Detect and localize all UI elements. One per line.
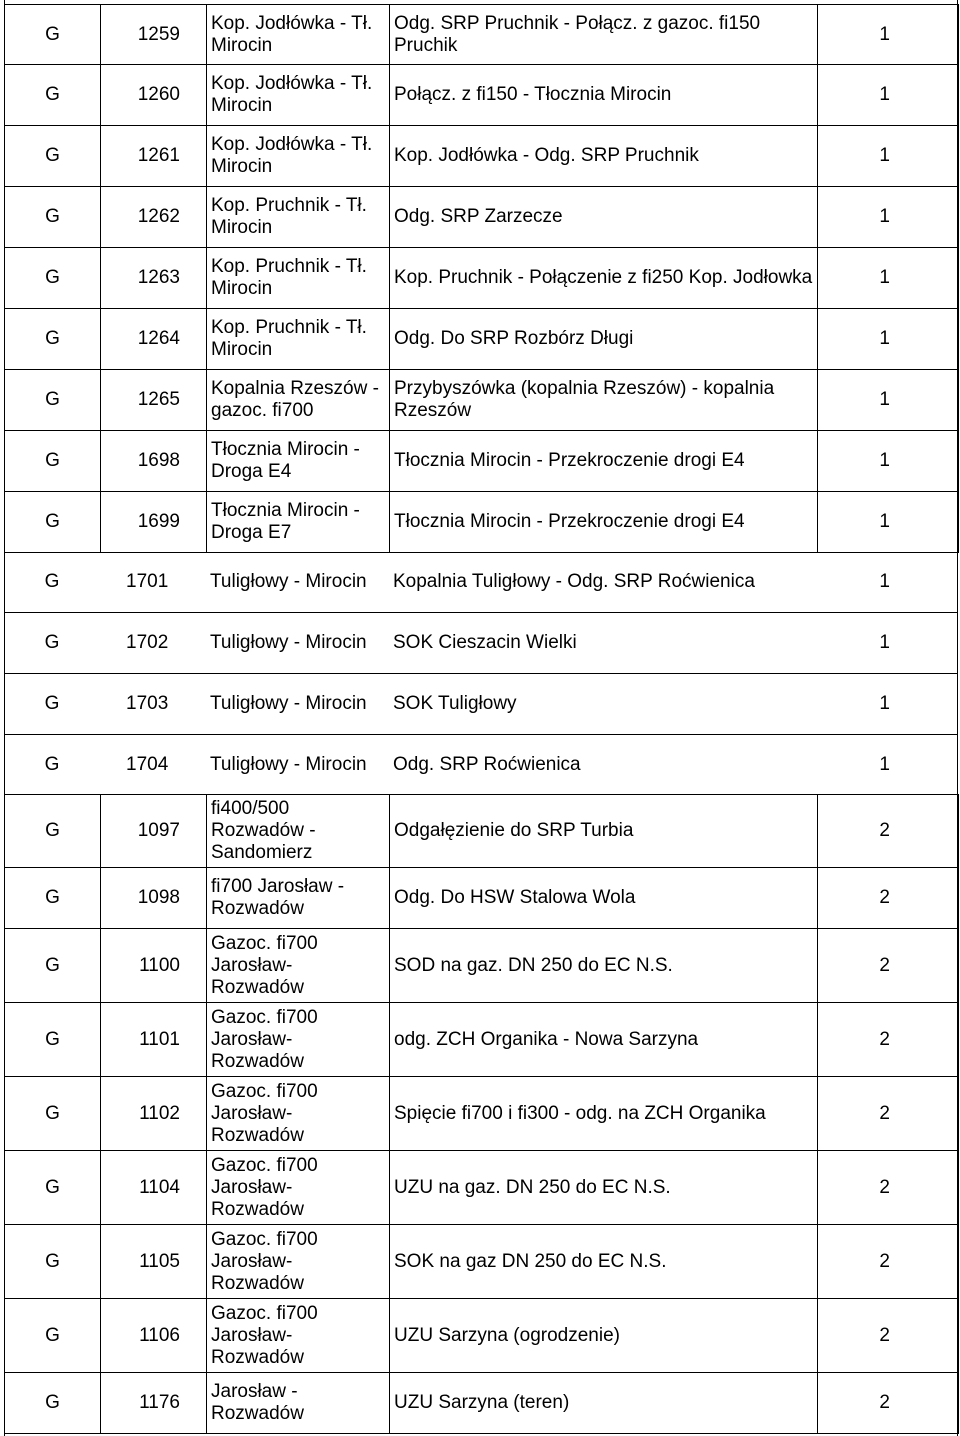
grade-cell: G [44, 570, 60, 592]
qty-cell: 1 [879, 631, 890, 653]
point-cell: Kop. Pruchnik - Połączenie z fi250 Kop. Jodłowka [390, 248, 818, 309]
table-gas-points-group-1 [4, 4, 959, 553]
qty-cell: 2 [818, 795, 959, 868]
table-row [5, 1077, 959, 1151]
code-cell: 1176 [101, 1373, 207, 1434]
code-cell: 1698 [101, 431, 207, 492]
point-cell: Kop. Jodłówka - Odg. SRP Pruchnik [390, 126, 818, 187]
grade-cell: G [5, 126, 101, 187]
point-cell: Spięcie fi700 i fi300 - odg. na ZCH Organika [390, 1077, 818, 1151]
table-row [5, 5, 959, 65]
table-row [5, 187, 959, 248]
grade-cell: G [5, 248, 101, 309]
table-row [5, 126, 959, 187]
grade-cell: G [5, 1299, 101, 1373]
table-row [4, 734, 958, 795]
grade-cell: G [5, 1077, 101, 1151]
table-row [5, 1003, 959, 1077]
code-cell: 1104 [101, 1151, 207, 1225]
grade-cell: G [5, 868, 101, 929]
grade-cell: G [5, 370, 101, 431]
grade-cell: G [5, 187, 101, 248]
point-cell: UZU Sarzyna (teren) [390, 1373, 818, 1434]
table-row [4, 673, 958, 734]
point-cell: Przybyszówka (kopalnia Rzeszów) - kopalnia Rzeszów [390, 370, 818, 431]
grade-cell: G [5, 65, 101, 126]
code-cell: 1100 [101, 929, 207, 1003]
qty-cell: 2 [818, 929, 959, 1003]
pipeline-cell: Gazoc. fi700 Jarosław- Rozwadów [207, 1151, 390, 1225]
code-cell: 1704 [126, 753, 169, 775]
table-row [5, 431, 959, 492]
code-cell: 1264 [101, 309, 207, 370]
qty-cell: 1 [818, 65, 959, 126]
qty-cell: 2 [818, 1225, 959, 1299]
pipeline-cell: Tuligłowy - Mirocin [210, 753, 367, 775]
point-cell: Odg. SRP Pruchnik - Połącz. z gazoc. fi150 Pruchik [390, 5, 818, 65]
grade-cell: G [5, 309, 101, 370]
qty-cell: 2 [818, 1299, 959, 1373]
point-cell: SOD na gaz. DN 250 do EC N.S. [390, 929, 818, 1003]
code-cell: 1105 [101, 1225, 207, 1299]
code-cell: 1102 [101, 1077, 207, 1151]
point-cell: SOK Tuligłowy [393, 692, 517, 714]
table-row [5, 868, 959, 929]
pipeline-cell: Tuligłowy - Mirocin [210, 692, 367, 714]
qty-cell: 1 [818, 5, 959, 65]
pipeline-cell: fi700 Jarosław - Rozwadów [207, 868, 390, 929]
grade-cell: G [5, 795, 101, 868]
qty-cell: 1 [818, 248, 959, 309]
point-cell: Kopalnia Tuligłowy - Odg. SRP Roćwienica [393, 570, 755, 592]
qty-cell: 2 [818, 1003, 959, 1077]
table-row [5, 370, 959, 431]
pipeline-cell: Gazoc. fi700 Jarosław- Rozwadów [207, 1299, 390, 1373]
point-cell: UZU na gaz. DN 250 do EC N.S. [390, 1151, 818, 1225]
table-row [5, 248, 959, 309]
point-cell: Połącz. z fi150 - Tłocznia Mirocin [390, 65, 818, 126]
code-cell: 1260 [101, 65, 207, 126]
qty-cell: 1 [818, 126, 959, 187]
code-cell: 1106 [101, 1299, 207, 1373]
pipeline-cell: Tłocznia Mirocin - Droga E7 [207, 492, 390, 553]
pipeline-cell: Kop. Jodłówka - Tł. Mirocin [207, 5, 390, 65]
code-cell: 1262 [101, 187, 207, 248]
point-cell: Odgałęzienie do SRP Turbia [390, 795, 818, 868]
table-row [4, 551, 958, 612]
qty-cell: 1 [879, 692, 890, 714]
code-cell: 1259 [101, 5, 207, 65]
grade-cell: G [5, 5, 101, 65]
grade-cell: G [5, 492, 101, 553]
table-row [4, 612, 958, 673]
point-cell: odg. ZCH Organika - Nowa Sarzyna [390, 1003, 818, 1077]
pipeline-cell: Kop. Jodłówka - Tł. Mirocin [207, 65, 390, 126]
grade-cell: G [5, 1151, 101, 1225]
code-cell: 1101 [101, 1003, 207, 1077]
point-cell: Odg. Do SRP Rozbórz Długi [390, 309, 818, 370]
pipeline-cell: fi400/500 Rozwadów - Sandomierz [207, 795, 390, 868]
table-gas-points-group-3 [4, 794, 959, 1434]
table-row [5, 795, 959, 868]
point-cell: Odg. Do HSW Stalowa Wola [390, 868, 818, 929]
point-cell: SOK na gaz DN 250 do EC N.S. [390, 1225, 818, 1299]
code-cell: 1098 [101, 868, 207, 929]
table-row [5, 1151, 959, 1225]
qty-cell: 2 [818, 1373, 959, 1434]
pipeline-cell: Kop. Pruchnik - Tł. Mirocin [207, 309, 390, 370]
code-cell: 1261 [101, 126, 207, 187]
code-cell: 1701 [126, 570, 169, 592]
row-divider [4, 734, 958, 735]
grade-cell: G [5, 431, 101, 492]
pipeline-cell: Tuligłowy - Mirocin [210, 631, 367, 653]
qty-cell: 1 [818, 431, 959, 492]
table-row [5, 1299, 959, 1373]
table-row [5, 929, 959, 1003]
pipeline-cell: Gazoc. fi700 Jarosław- Rozwadów [207, 929, 390, 1003]
pipeline-cell: Gazoc. fi700 Jarosław- Rozwadów [207, 1077, 390, 1151]
point-cell: Tłocznia Mirocin - Przekroczenie drogi E4 [390, 492, 818, 553]
point-cell: Odg. SRP Zarzecze [390, 187, 818, 248]
qty-cell: 1 [818, 187, 959, 248]
pipeline-cell: Jarosław - Rozwadów [207, 1373, 390, 1434]
table-row [5, 309, 959, 370]
table-row [5, 1373, 959, 1434]
code-cell: 1703 [126, 692, 169, 714]
grade-cell: G [5, 1003, 101, 1077]
row-divider [4, 612, 958, 613]
point-cell: Tłocznia Mirocin - Przekroczenie drogi E4 [390, 431, 818, 492]
qty-cell: 2 [818, 868, 959, 929]
pipeline-cell: Kop. Pruchnik - Tł. Mirocin [207, 187, 390, 248]
point-cell: SOK Cieszacin Wielki [393, 631, 577, 653]
code-cell: 1097 [101, 795, 207, 868]
pipeline-cell: Tłocznia Mirocin - Droga E4 [207, 431, 390, 492]
pipeline-cell: Gazoc. fi700 Jarosław- Rozwadów [207, 1003, 390, 1077]
qty-cell: 1 [879, 570, 890, 592]
grade-cell: G [5, 929, 101, 1003]
grade-cell: G [44, 631, 60, 653]
grade-cell: G [5, 1373, 101, 1434]
table-row [5, 65, 959, 126]
qty-cell: 2 [818, 1151, 959, 1225]
code-cell: 1702 [126, 631, 169, 653]
qty-cell: 1 [818, 370, 959, 431]
table-row [5, 1225, 959, 1299]
code-cell: 1265 [101, 370, 207, 431]
qty-cell: 2 [818, 1077, 959, 1151]
qty-cell: 1 [818, 492, 959, 553]
pipeline-cell: Tuligłowy - Mirocin [210, 570, 367, 592]
pipeline-cell: Kop. Jodłówka - Tł. Mirocin [207, 126, 390, 187]
grade-cell: G [44, 692, 60, 714]
code-cell: 1699 [101, 492, 207, 553]
table-row [5, 492, 959, 553]
grade-cell: G [5, 1225, 101, 1299]
point-cell: UZU Sarzyna (ogrodzenie) [390, 1299, 818, 1373]
qty-cell: 1 [818, 309, 959, 370]
point-cell: Odg. SRP Roćwienica [393, 753, 581, 775]
pipeline-cell: Gazoc. fi700 Jarosław- Rozwadów [207, 1225, 390, 1299]
qty-cell: 1 [879, 753, 890, 775]
code-cell: 1263 [101, 248, 207, 309]
pipeline-cell: Kop. Pruchnik - Tł. Mirocin [207, 248, 390, 309]
grade-cell: G [44, 753, 60, 775]
pipeline-cell: Kopalnia Rzeszów - gazoc. fi700 [207, 370, 390, 431]
row-divider [4, 673, 958, 674]
